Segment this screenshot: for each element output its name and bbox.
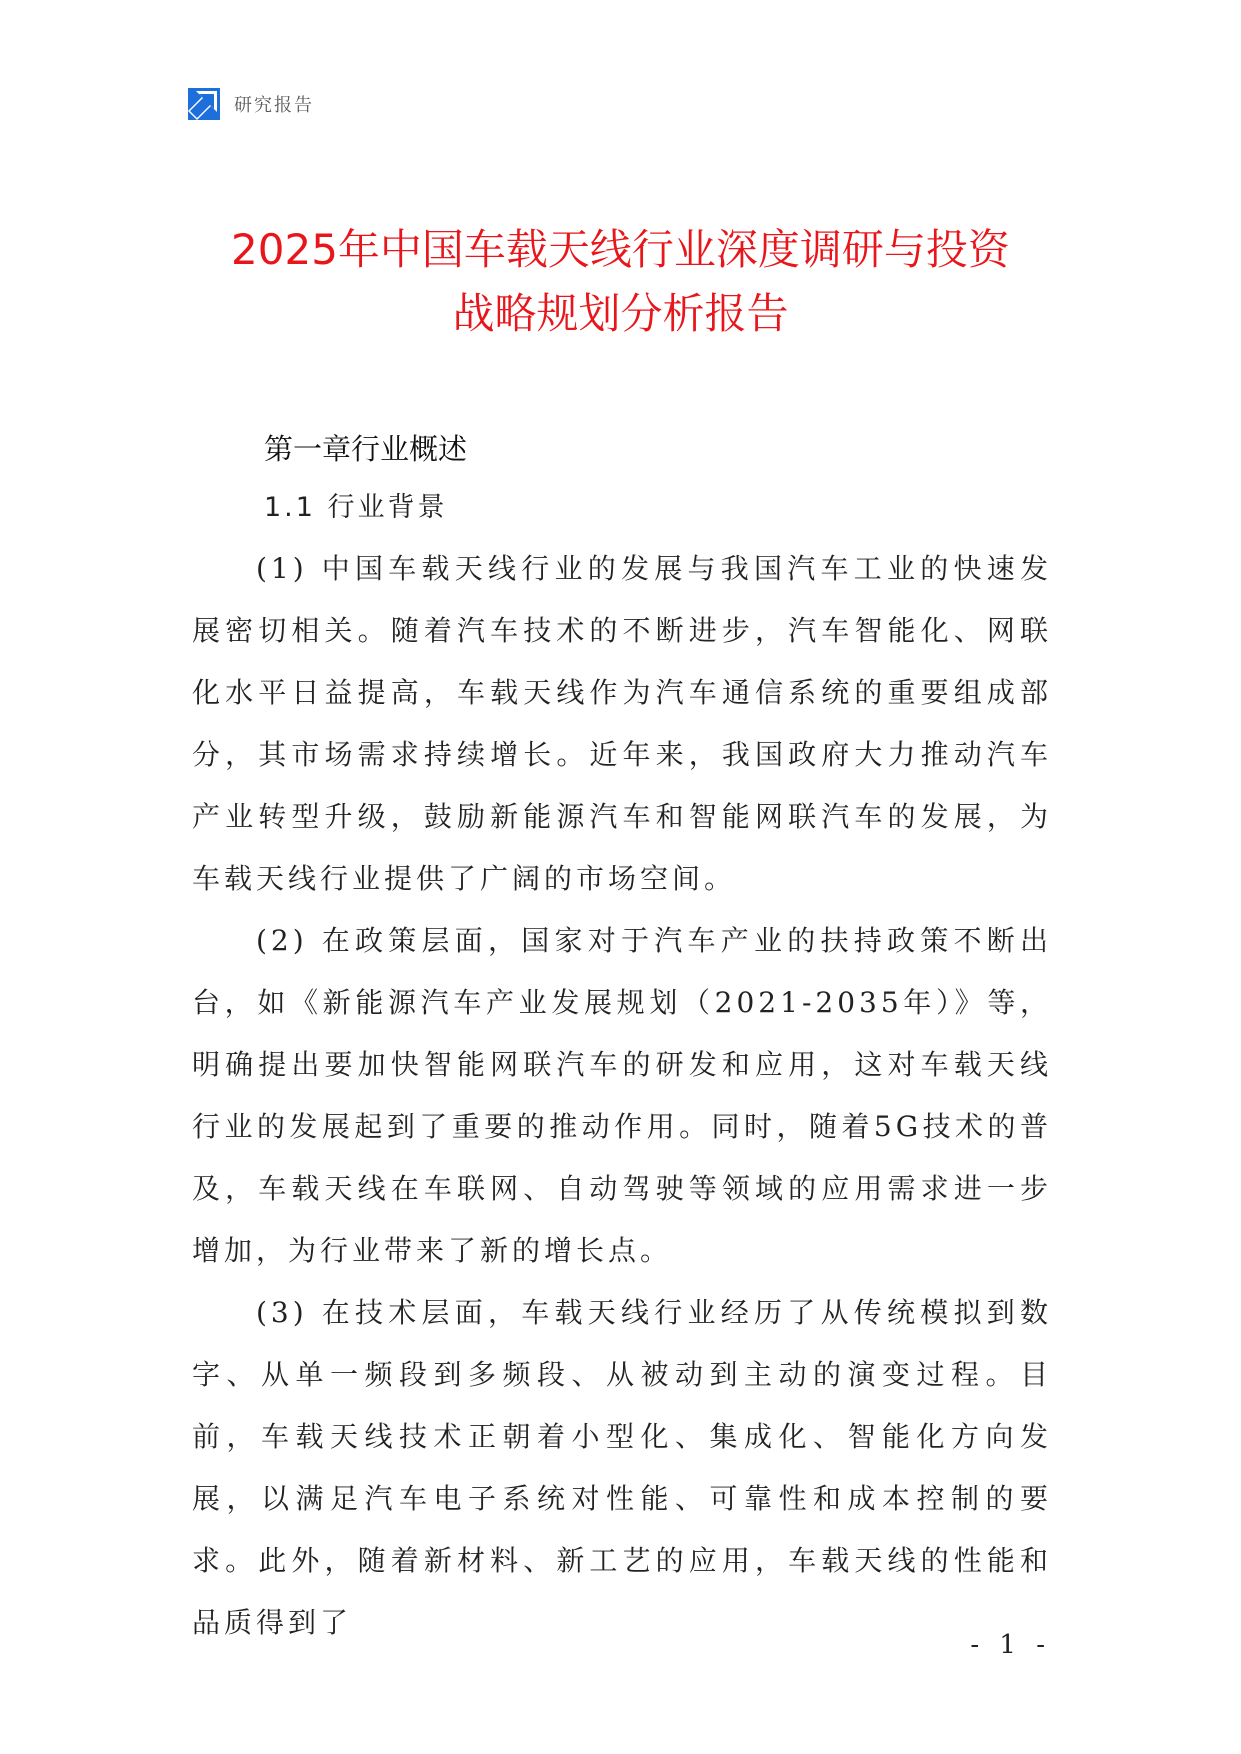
report-title	[150, 218, 1091, 346]
section-heading: 1.1 行业背景	[264, 492, 448, 523]
paragraph-1: (1) 中国车载天线行业的发展与我国汽车工业的快速发展密切相关。随着汽车技术的不断进步，汽车智能化、网联化水平日益提高，车载天线作为汽车通信系统的重要组成部分，其市场需求持续增长。近年来，我国政府大力推动汽车产业转型升级，鼓励新能源汽车和智能网联汽车的发展，为车载天线行业提供了广阔的市场空间。	[192, 552, 1052, 895]
page-header	[188, 88, 314, 120]
report-body	[192, 420, 1052, 1654]
paragraph-2: (2) 在政策层面，国家对于汽车产业的扶持政策不断出台，如《新能源汽车产业发展规划（2021-2035年）》等，明确提出要加快智能网联汽车的研发和应用，这对车载天线行业的发展起到了重要的推动作用。同时，随着5G技术的普及，车载天线在车联网、自动驾驶等领域的应用需求进一步增加，为行业带来了新的增长点。	[192, 924, 1052, 1267]
arrow-up-right-icon	[188, 88, 220, 120]
title-line-2: 战略规划分析报告	[452, 289, 789, 338]
paragraph-3: (3) 在技术层面，车载天线行业经历了从传统模拟到数字、从单一频段到多频段、从被动到主动的演变过程。目前，车载天线技术正朝着小型化、集成化、智能化方向发展，以满足汽车电子系统对性能、可靠性和成本控制的要求。此外，随着新材料、新工艺的应用，车载天线的性能和品质得到了	[192, 1296, 1052, 1639]
page-number: - 1 -	[970, 1630, 1051, 1660]
chapter-heading: 第一章行业概述	[264, 432, 468, 466]
title-line-1: 2025年中国车载天线行业深度调研与投资	[231, 225, 1010, 274]
header-label: 研究报告	[234, 95, 314, 116]
